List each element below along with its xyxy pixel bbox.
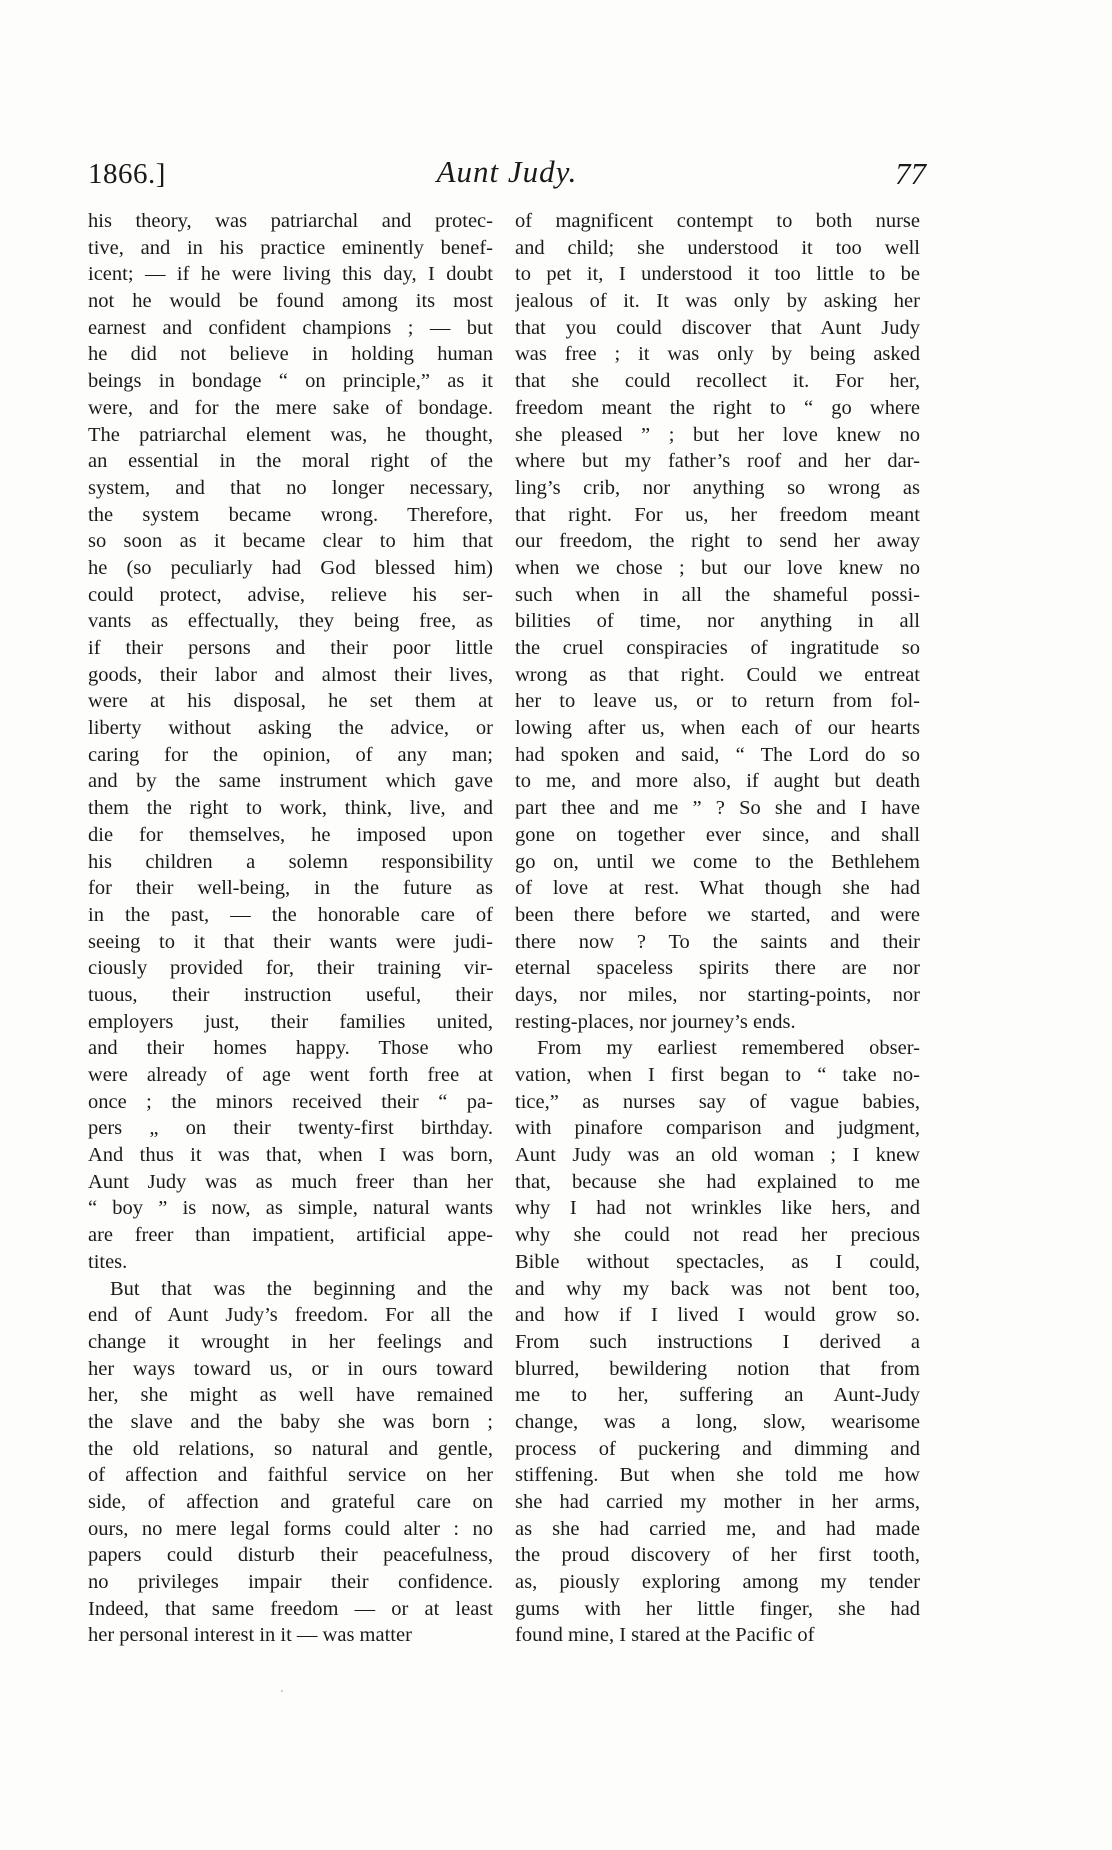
text-line: with pinafore comparison and judgment, [515,1117,920,1140]
text-line: ours, no mere legal forms could alter : no [88,1517,493,1540]
text-line: icent; — if he were living this day, I doubt [88,263,493,286]
text-line: was free ; it was only by being asked [515,343,920,366]
text-line: freedom meant the right to “ go where [515,396,920,419]
right-column [515,208,920,1649]
text-line: gums with her little finger, she had [515,1597,920,1620]
text-line: an essential in the moral right of the [88,450,493,473]
text-line: system, and that no longer necessary, [88,476,493,499]
text-line: he (so peculiarly had God blessed him) [88,556,493,579]
text-line: when we chose ; but our love knew no [515,556,920,579]
text-line: tice,” as nurses say of vague babies, [515,1090,920,1113]
text-line: her ways toward us, or in ours toward [88,1357,493,1380]
text-line: were already of age went forth free at [88,1064,493,1086]
text-line: And thus it was that, when I was born, [88,1144,493,1167]
text-line: for their well-being, in the future as [88,877,493,900]
text-line: change, was a long, slow, wearisome [515,1410,920,1433]
text-line: liberty without asking the advice, or [88,717,493,740]
text-line: the system became wrong. Therefore, [88,503,493,526]
text-line: vants as effectually, they being free, as [88,610,493,633]
text-line: Bible without spectacles, as I could, [515,1250,920,1273]
text-line: could protect, advise, relieve his ser- [88,583,493,606]
text-line: the old relations, so natural and gentle, [88,1437,493,1460]
text-line: die for themselves, he imposed upon [88,823,493,846]
text-line: there now ? To the saints and their [515,930,920,953]
text-line: “ boy ” is now, as simple, natural wants [88,1197,493,1220]
text-line: vation, when I first began to “ take no- [515,1064,920,1086]
text-line: Indeed, that same freedom — or at least [88,1597,493,1620]
text-line: Aunt Judy was an old woman ; I knew [515,1144,920,1167]
text-line: of love at rest. What though she had [515,877,920,900]
text-line: that right. For us, her freedom meant [515,503,920,526]
text-line: why she could not read her precious [515,1224,920,1247]
text-line: The patriarchal element was, he thought, [88,423,493,446]
text-line: go on, until we come to the Bethlehem [515,850,920,873]
text-line: and their homes happy. Those who [88,1037,493,1060]
text-line: From such instructions I derived a [515,1330,920,1353]
text-line: that you could discover that Aunt Judy [515,316,920,339]
text-line: been there before we started, and were [515,903,920,926]
text-line: that she could recollect it. For her, [515,370,920,393]
left-column [88,208,493,1649]
text-line: stiffening. But when she told me how [515,1464,920,1487]
text-line: as she had carried me, and had made [515,1517,920,1540]
text-line: her to leave us, or to return from fol- [515,690,920,713]
text-line: to me, and more also, if aught but death [515,770,920,793]
text-line: lowing after us, when each of our hearts [515,717,920,740]
running-header [88,150,926,198]
text-line: beings in bondage “ on principle,” as it [88,370,493,393]
header-title: Aunt Judy. [436,154,578,189]
text-line: the cruel conspiracies of ingratitude so [515,637,920,659]
text-line: his children a solemn responsibility [88,850,493,873]
text-line: me to her, suffering an Aunt-Judy [515,1384,920,1407]
text-line: eternal spaceless spirits there are nor [515,957,920,980]
text-line: part thee and me ” ? So she and I have [515,797,920,820]
text-line: earnest and confident champions ; — but [88,316,493,339]
text-line: gone on together ever since, and shall [515,823,920,846]
text-line: she had carried my mother in her arms, [515,1491,920,1513]
text-line: were, and for the mere sake of bondage. [88,396,493,419]
text-line: of affection and faithful service on her [88,1464,493,1487]
header-year: 1866.] [88,158,166,190]
text-line: tites. [88,1250,128,1273]
text-line: our freedom, the right to send her away [515,530,920,553]
text-line: such when in all the shameful possi- [515,583,920,606]
text-line: them the right to work, think, live, and [88,797,493,820]
text-line: bilities of time, nor anything in all [515,610,920,633]
page-number: 77 [895,156,926,191]
text-line: ling’s crib, nor anything so wrong as [515,476,920,499]
text-line: process of puckering and dimming and [515,1437,920,1460]
text-line: the slave and the baby she was born ; [88,1410,493,1433]
text-line: had spoken and said, “ The Lord do so [515,743,920,766]
text-line: tuous, their instruction useful, their [88,983,493,1006]
text-line: From my earliest remembered obser- [537,1037,920,1060]
text-line: the proud discovery of her first tooth, [515,1544,920,1567]
text-line: as, piously exploring among my tender [515,1571,920,1594]
text-line: ciously provided for, their training vir- [88,957,493,980]
text-line: papers could disturb their peacefulness, [88,1544,493,1567]
text-line: if their persons and their poor little [88,637,493,659]
text-line: and how if I lived I would grow so. [515,1304,920,1327]
text-line: she pleased ” ; but her love knew no [515,423,920,446]
text-line: resting-places, nor journey’s ends. [515,1010,796,1033]
text-line: caring for the opinion, of any man; [88,743,493,766]
text-line: and child; she understood it too well [515,236,920,259]
text-line: found mine, I stared at the Pacific of [515,1624,815,1647]
text-line: seeing to it that their wants were judi- [88,930,493,953]
text-line: end of Aunt Judy’s freedom. For all the [88,1304,493,1327]
text-line: her personal interest in it — was matter [88,1624,412,1647]
text-line: of magnificent contempt to both nurse [515,210,920,232]
text-line: wrong as that right. Could we entreat [515,663,920,686]
text-line: pers „ on their twenty-first birthday. [88,1117,493,1140]
text-line: where but my father’s roof and her dar- [515,450,920,473]
text-line: days, nor miles, nor starting-points, nor [515,983,920,1006]
text-line: blurred, bewildering notion that from [515,1357,920,1380]
text-line: But that was the beginning and the [110,1277,493,1300]
text-line: her, she might as well have remained [88,1384,493,1407]
text-line: his theory, was patriarchal and protec- [88,210,493,232]
text-line: to pet it, I understood it too little to be [515,263,920,286]
text-line: side, of affection and grateful care on [88,1491,493,1513]
text-line: once ; the minors received their “ pa- [88,1090,493,1113]
text-line: no privileges impair their confidence. [88,1571,493,1594]
text-line: and by the same instrument which gave [88,770,493,793]
text-line: goods, their labor and almost their lives, [88,663,493,686]
text-line: tive, and in his practice eminently benef- [88,236,493,259]
text-line: are freer than impatient, artificial appe- [88,1224,493,1247]
text-line: and why my back was not bent too, [515,1277,920,1300]
text-line: change it wrought in her feelings and [88,1330,493,1353]
text-line: he did not believe in holding human [88,343,493,366]
text-line: so soon as it became clear to him that [88,530,493,553]
text-line: not he would be found among its most [88,290,493,313]
text-line: Aunt Judy was as much freer than her [88,1170,493,1193]
text-line: were at his disposal, he set them at [88,690,493,713]
text-line: in the past, — the honorable care of [88,903,493,926]
text-line: that, because she had explained to me [515,1170,920,1193]
text-line: jealous of it. It was only by asking her [515,290,920,313]
text-line: employers just, their families united, [88,1010,493,1033]
text-line: why I had not wrinkles like hers, and [515,1197,920,1220]
paper-speck [281,1690,283,1692]
